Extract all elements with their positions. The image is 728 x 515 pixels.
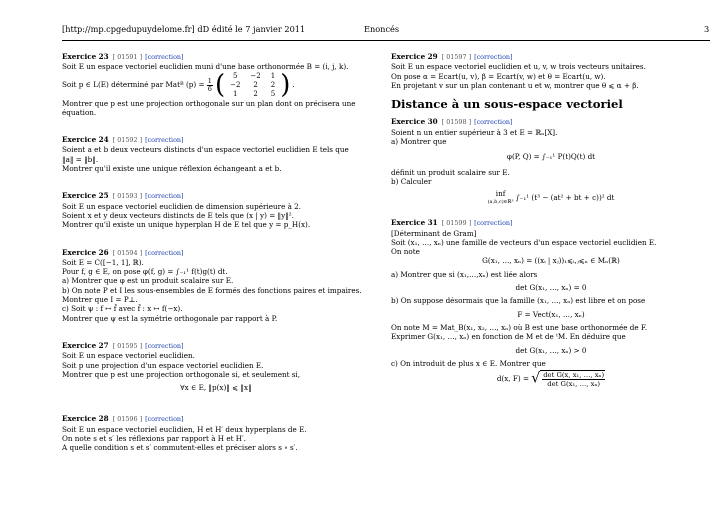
exercise-text: équation.	[62, 107, 97, 117]
display-formula: inf (a,b,c)∈ℝ³ ∫₋₁¹ (t³ − (at² + bt + c))² dt	[487, 189, 615, 206]
matrix-row	[225, 81, 280, 90]
exercise-text: Soit E = C([−1, 1], ℝ).	[62, 257, 144, 267]
exercise-text: A quelle condition s et s′ commutent-elles et préciser alors s ∘ s′.	[62, 443, 298, 453]
correction-link[interactable]: [correction]	[474, 53, 513, 61]
matrix-cell: 5	[233, 71, 238, 80]
exercise-title: Exercice 25 [ 01593 ] [correction]	[62, 191, 184, 201]
fraction: $\frac{1}{6}$	[207, 76, 212, 93]
exercise-text: Soient x et y deux vecteurs distincts de E tels que (x | y) = ‖y‖².	[62, 210, 294, 220]
matrix-cell: 2	[270, 80, 276, 89]
exercise-title: Exercice 27 [ 01595 ] [correction]	[62, 340, 184, 350]
header-rule	[62, 40, 710, 41]
exercise-id: [ 01598 ]	[441, 118, 472, 127]
display-formula: F = Vect(x₁, …, xₙ)	[517, 309, 585, 319]
matrix-cell: 2	[253, 80, 258, 89]
exercise-text: Soient n un entier supérieur à 3 et E = ℝₙ[X].	[391, 127, 558, 137]
exercise-31	[391, 218, 711, 388]
exercise-id: [ 01592 ]	[112, 136, 143, 145]
exercise-title: Exercice 28 [ 01596 ] [correction]	[62, 414, 184, 424]
exercise-id: [ 01597 ]	[441, 53, 472, 61]
exercise-text: Soient a et b deux vecteurs distincts d'un espace vectoriel euclidien E tels que	[62, 145, 349, 155]
matrix-cell: −2	[250, 71, 261, 80]
exercise-text: Exprimer G(x₁, …, xₙ) en fonction de M et de ᵗM. En déduire que	[391, 332, 626, 342]
exercise-text: a) Montrer que φ est un produit scalaire sur E.	[62, 276, 234, 286]
exercise-text: Soit E un espace vectoriel euclidien de dimension supérieure à 2.	[62, 201, 302, 211]
exercise-29	[391, 52, 711, 90]
exercise-28	[62, 414, 370, 452]
exercise-30	[391, 117, 711, 206]
exercise-text: b) On suppose désormais que la famille (x₁, …, xₙ) est libre et on pose	[391, 296, 646, 306]
exercise-text: Montrer qu'il existe une unique réflexion échangeant a et b.	[62, 164, 282, 174]
exercise-text: ‖a‖ = ‖b‖.	[62, 154, 99, 164]
exercise-title: Exercice 26 [ 01594 ] [correction]	[62, 247, 184, 257]
matrix: ( 5 −2 1 −2 2 2 1 2 5 )	[214, 70, 291, 101]
exercise-text: a) Montrer que	[391, 137, 447, 147]
exercise-text: Montrer que I = P⊥.	[62, 295, 138, 305]
exercise-matrix-line: Soit p ∈ L(E) déterminé par Mat B (p) = $\frac{1}{6}$ ( 5 −2 1 −2 2 2 1 2 5 ) .	[62, 70, 295, 101]
exercise-id: [ 01591 ]	[112, 53, 143, 61]
correction-link[interactable]: [correction]	[474, 219, 513, 228]
exercise-id: [ 01596 ]	[112, 415, 143, 424]
matrix-cell: 1	[270, 71, 276, 80]
exercise-text: Montrer qu'il existe un unique hyperplan H de E tel que y = p_H(x).	[62, 220, 311, 230]
display-formula: det G(x₁, …, xₙ) > 0	[515, 345, 587, 355]
matrix-cell: −2	[230, 80, 241, 89]
exercise-id: [ 01594 ]	[112, 248, 143, 257]
exercise-text: Pour f, g ∈ E, on pose φ(f, g) = ∫₋₁¹ f(t)g(t) dt.	[62, 267, 228, 277]
exercise-text: On note	[391, 247, 420, 257]
correction-link[interactable]: [correction]	[145, 248, 184, 257]
correction-link[interactable]: [correction]	[145, 415, 184, 424]
display-formula: det G(x₁, …, xₙ) = 0	[515, 283, 587, 293]
matrix-cell: 1	[233, 89, 238, 98]
exercise-23	[62, 52, 370, 117]
exercise-text: On note M = Mat_B(x₁, x₂, …, xₙ) où B est une base orthonormée de F.	[391, 322, 648, 332]
display-formula: G(x₁, …, xₙ) = ((xᵢ | xⱼ))₁⩽ᵢ,ⱼ⩽ₙ ∈ Mₙ(ℝ)	[482, 256, 620, 266]
exercise-text: Soit p une projection d'un espace vectoriel euclidien E.	[62, 360, 264, 370]
left-column	[62, 52, 370, 471]
correction-link[interactable]: [correction]	[145, 192, 184, 201]
matrix-cell: 5	[270, 89, 276, 98]
header-title: Enoncés	[364, 24, 400, 34]
correction-link[interactable]: [correction]	[145, 341, 184, 350]
right-column	[391, 52, 711, 406]
exercise-text: c) On introduit de plus x ∈ E. Montrer que	[391, 358, 546, 368]
exercise-text: b) Calculer	[391, 176, 432, 186]
exercise-text: Montrer que p est une projection orthogonale sur un plan dont on précisera une	[62, 98, 356, 108]
header-page-number: 3	[704, 24, 710, 34]
exercise-text: Soit E un espace vectoriel euclidien et u, v, w trois vecteurs unitaires.	[391, 62, 646, 72]
exercise-text: Soit E un espace vectoriel euclidien.	[62, 351, 195, 361]
exercise-26	[62, 248, 370, 323]
matrix-row	[225, 90, 280, 99]
exercise-id: [ 01593 ]	[112, 192, 143, 201]
correction-link[interactable]: [correction]	[145, 136, 184, 145]
exercise-text: Montrer que p est une projection orthogonale si, et seulement si,	[62, 369, 301, 379]
exercise-text: Soit E un espace vectoriel euclidien, H et H′ deux hyperplans de E.	[62, 424, 307, 434]
exercise-text: définit un produit scalaire sur E.	[391, 167, 510, 177]
exercise-text: b) On note P et I les sous-ensembles de E formés des fonctions paires et impaires.	[62, 285, 362, 295]
header-source: [http://mp.cpgedupuydelome.fr] dD édité le 7 janvier 2011	[62, 24, 306, 34]
display-formula: φ(P, Q) = ∫₋₁¹ P(t)Q(t) dt	[506, 152, 596, 162]
exercise-text: [Déterminant de Gram]	[391, 228, 477, 238]
fraction: $\frac{\text{det G(x, x₁, …, xₙ)}}{\text{det G(x₁, …, xₙ)}}$	[543, 371, 605, 389]
display-formula: ∀x ∈ E, ‖p(x)‖ ⩽ ‖x‖	[180, 383, 252, 393]
correction-link[interactable]: [correction]	[145, 53, 184, 61]
exercise-text: Soit E un espace vectoriel euclidien muni d'une base orthonormée B = (i, j, k).	[62, 62, 349, 72]
display-formula: d(x, F) = √ $\frac{\text{det G(x, x₁, …, xₙ)}}{\text{det G(x₁, …, xₙ)}}$	[496, 370, 605, 389]
exercise-text: On pose α = Ecart(u, v), β = Ecart(v, w) et θ = Ecart(u, w).	[391, 71, 606, 81]
exercise-title: Exercice 23 [ 01591 ] [correction]	[62, 52, 184, 61]
exercise-id: [ 01599 ]	[441, 219, 472, 228]
exercise-24	[62, 135, 370, 173]
exercise-text: En projetant v sur un plan contenant u et w, montrer que θ ⩽ α + β.	[391, 80, 639, 90]
exercise-text: a) Montrer que si (x₁,…,xₙ) est liée alors	[391, 269, 538, 279]
correction-link[interactable]: [correction]	[474, 118, 513, 127]
exercise-text: Montrer que ψ est la symétrie orthogonale par rapport à P.	[62, 313, 278, 323]
exercise-title: Exercice 24 [ 01592 ] [correction]	[62, 135, 184, 145]
matrix-cell: 2	[253, 89, 258, 98]
exercise-25	[62, 191, 370, 229]
exercise-text: On note s et s′ les réflexions par rapport à H et H′.	[62, 434, 246, 444]
exercise-text: c) Soit ψ : f ↦ f̂ avec f̂ : x ↦ f(−x).	[62, 304, 183, 314]
exercise-title: Exercice 29 [ 01597 ] [correction]	[391, 52, 513, 61]
exercise-27	[62, 341, 370, 392]
section-title: Distance à un sous-espace vectoriel	[391, 97, 623, 112]
exercise-title: Exercice 30 [ 01598 ] [correction]	[391, 117, 513, 127]
exercise-text: Soit (x₁, …, xₙ) une famille de vecteurs d'un espace vectoriel euclidien E.	[391, 237, 657, 247]
exercise-id: [ 01595 ]	[112, 341, 143, 350]
exercise-title: Exercice 31 [ 01599 ] [correction]	[391, 218, 513, 228]
matrix-row	[225, 72, 280, 81]
